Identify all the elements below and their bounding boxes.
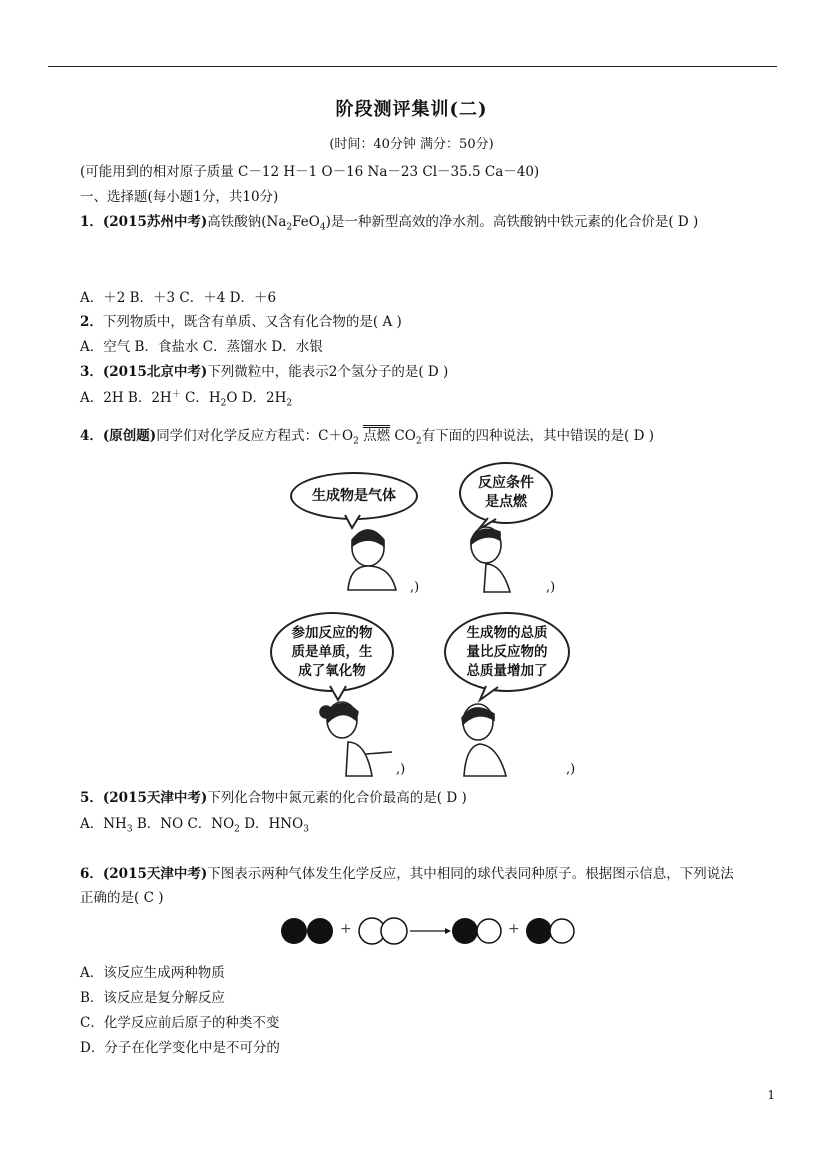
q6-option-c: C．化学反应前后原子的种类不变 <box>80 1015 280 1031</box>
question-6-line2: 正确的是( C ) <box>80 890 164 906</box>
q5-options: A．$NH_3$ B．NO C．$NO_2$ D．$HNO_3$ <box>80 816 309 835</box>
question-6: 6．(2015天津中考)下图表示两种气体发生化学反应，其中相同的球代表同种原子。根据图示信息，下列说法 <box>80 866 734 882</box>
arrow-head <box>445 928 451 934</box>
q5-number: 5． <box>80 790 103 806</box>
q6-option-b: B．该反应是复分解反应 <box>80 990 225 1006</box>
q1-options: A．＋2 B．＋3 C．＋4 D．＋6 <box>80 290 277 306</box>
page-number: 1 <box>767 1088 775 1102</box>
q5-source: (2015天津中考) <box>102 790 208 806</box>
q6-answer: C <box>143 890 154 906</box>
q6-number: 6． <box>80 866 103 882</box>
page-title: 阶段测评集训(二) <box>335 99 488 120</box>
black-atom <box>281 918 307 944</box>
time-score: (时间：40分钟 满分：50分) <box>329 137 494 152</box>
question-1: 1．(2015苏州中考)高铁酸钠$(Na_2FeO_4)$是一种新型高效的净水剂。高铁酸钠中铁元素的化合价是( D ) <box>80 214 699 233</box>
speech-bubble-1: 生成物是气体 <box>290 472 418 520</box>
q6-option-a: A．该反应生成两种物质 <box>80 965 225 981</box>
figure-paren-1: ,) <box>410 580 420 595</box>
figure-paren-2: ,) <box>546 580 556 595</box>
reaction-condition: 点燃 <box>363 428 391 444</box>
black-atom <box>307 918 333 944</box>
q5-answer: D <box>446 790 458 806</box>
speech-bubble-4: 生成物的总质 量比反应物的 总质量增加了 <box>444 612 570 692</box>
section-heading: 一、选择题(每小题1分，共10分) <box>80 189 279 205</box>
white-atom <box>381 918 407 944</box>
q2-answer: A <box>382 314 393 330</box>
q4-answer: D <box>633 428 645 444</box>
question-4: 4．(原创题)同学们对化学反应方程式：$C+O_2$ 点燃 $CO_2$有下面的四种说法，其中错误的是( D ) <box>80 428 655 447</box>
question-3: 3．(2015北京中考)下列微粒中，能表示2个氢分子的是( D ) <box>80 364 449 380</box>
white-atom <box>477 919 501 943</box>
question-5: 5．(2015天津中考)下列化合物中氮元素的化合价最高的是( D ) <box>80 790 467 806</box>
white-atom <box>550 919 574 943</box>
figure-paren-3: ,) <box>396 762 406 777</box>
question-2: 2．下列物质中，既含有单质、又含有化合物的是( A ) <box>80 314 402 330</box>
plus-sign-1: + <box>340 921 352 937</box>
q2-options: A．空气 B．食盐水 C．蒸馏水 D．水银 <box>80 339 323 355</box>
q2-number: 2． <box>80 314 103 330</box>
q1-number: 1． <box>80 214 103 230</box>
q4-number: 4． <box>80 428 103 444</box>
q3-options: A．2H B．2H＋ C．$H_2O$ D．$2H_2$ <box>80 389 293 409</box>
q1-answer: D <box>677 214 689 230</box>
q3-source: (2015北京中考) <box>102 364 208 380</box>
speech-bubble-2: 反应条件 是点燃 <box>459 462 553 524</box>
q4-source: (原创题) <box>102 428 157 444</box>
q6-source: (2015天津中考) <box>102 866 208 882</box>
figure-paren-4: ,) <box>566 762 576 777</box>
q1-source: (2015苏州中考) <box>102 214 208 230</box>
q3-number: 3． <box>80 364 103 380</box>
q6-option-d: D．分子在化学变化中是不可分的 <box>80 1040 280 1056</box>
black-atom <box>452 918 478 944</box>
atomic-mass-note: (可能用到的相对原子质量 C－12 H－1 O－16 Na－23 Cl－35.5 Ca－40) <box>80 164 540 180</box>
plus-sign-2: + <box>508 921 520 937</box>
speech-bubble-3: 参加反应的物 质是单质，生 成了氧化物 <box>270 612 394 692</box>
black-atom <box>526 918 552 944</box>
q3-answer: D <box>427 364 439 380</box>
